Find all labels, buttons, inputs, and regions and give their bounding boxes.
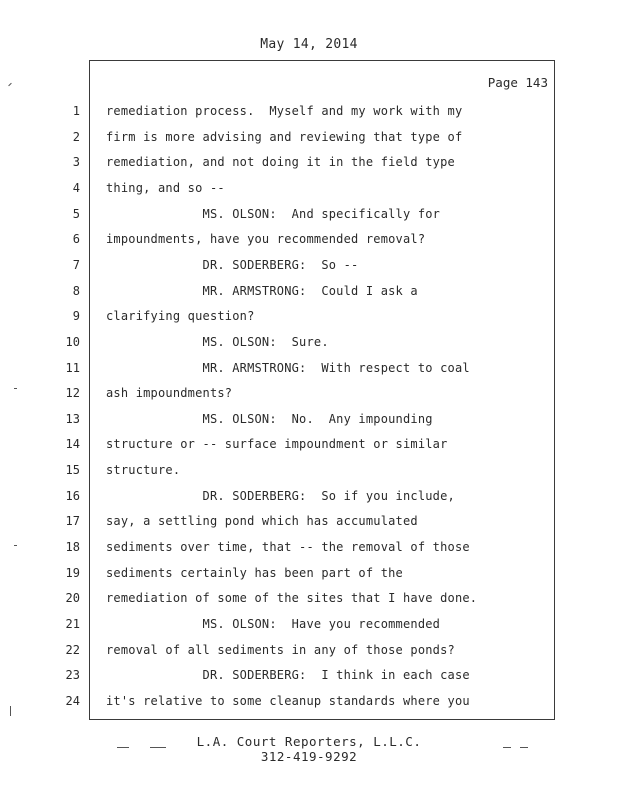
transcript-line: DR. SODERBERG: I think in each case <box>106 668 470 682</box>
line-number: 8 <box>72 284 80 298</box>
transcript-line: MS. OLSON: Have you recommended <box>106 617 441 631</box>
scan-mark <box>520 747 528 748</box>
transcript-line: impoundments, have you recommended removal? <box>106 232 426 246</box>
transcript-line: structure or -- surface impoundment or similar <box>106 437 448 451</box>
line-number: 9 <box>72 309 80 323</box>
line-number: 10 <box>65 335 80 349</box>
scan-mark <box>8 83 12 87</box>
line-number: 3 <box>72 155 80 169</box>
line-number: 4 <box>72 181 80 195</box>
line-number: 24 <box>65 694 80 708</box>
transcript-line: DR. SODERBERG: So if you include, <box>106 489 455 503</box>
transcript-line: DR. SODERBERG: So -- <box>106 258 359 272</box>
line-number: 1 <box>72 104 80 118</box>
line-number: 22 <box>65 643 80 657</box>
scan-mark <box>14 388 17 389</box>
line-number: 17 <box>65 514 80 528</box>
transcript-line: removal of all sediments in any of those ponds? <box>106 643 455 657</box>
transcript-line: it's relative to some cleanup standards where you <box>106 694 470 708</box>
transcript-line: MS. OLSON: No. Any impounding <box>106 412 433 426</box>
transcript-line: structure. <box>106 463 181 477</box>
scan-mark <box>150 747 166 748</box>
line-number: 14 <box>65 437 80 451</box>
line-number: 12 <box>65 386 80 400</box>
transcript-line: sediments certainly has been part of the <box>106 566 403 580</box>
line-number: 21 <box>65 617 80 631</box>
transcript-line: say, a settling pond which has accumulated <box>106 514 418 528</box>
footer-company: L.A. Court Reporters, L.L.C. <box>196 734 422 749</box>
transcript-line: MR. ARMSTRONG: With respect to coal <box>106 361 470 375</box>
line-number: 20 <box>65 591 80 605</box>
transcript-line: MS. OLSON: And specifically for <box>106 207 441 221</box>
page-number: Page 143 <box>487 75 548 90</box>
line-number: 13 <box>65 412 80 426</box>
line-number: 16 <box>65 489 80 503</box>
line-number: 7 <box>72 258 80 272</box>
transcript-line: MR. ARMSTRONG: Could I ask a <box>106 284 418 298</box>
line-number: 18 <box>65 540 80 554</box>
transcript-line: remediation, and not doing it in the field type <box>106 155 455 169</box>
line-number: 2 <box>72 130 80 144</box>
transcript-line: remediation of some of the sites that I have done. <box>106 591 478 605</box>
transcript-line: remediation process. Myself and my work with my <box>106 104 463 118</box>
line-number: 19 <box>65 566 80 580</box>
scan-mark <box>10 706 11 716</box>
line-number: 11 <box>65 361 80 375</box>
transcript-line: MS. OLSON: Sure. <box>106 335 329 349</box>
scan-mark <box>503 747 511 748</box>
transcript-line: clarifying question? <box>106 309 255 323</box>
scan-mark <box>117 747 129 748</box>
transcript-line: sediments over time, that -- the removal of those <box>106 540 470 554</box>
scan-mark <box>14 545 17 546</box>
line-number: 23 <box>65 668 80 682</box>
line-number: 5 <box>72 207 80 221</box>
transcript-line: firm is more advising and reviewing that type of <box>106 130 463 144</box>
line-number: 6 <box>72 232 80 246</box>
header-date: May 14, 2014 <box>260 37 358 52</box>
transcript-line: ash impoundments? <box>106 386 233 400</box>
line-number: 15 <box>65 463 80 477</box>
footer-phone: 312-419-9292 <box>260 749 358 764</box>
transcript-line: thing, and so -- <box>106 181 225 195</box>
